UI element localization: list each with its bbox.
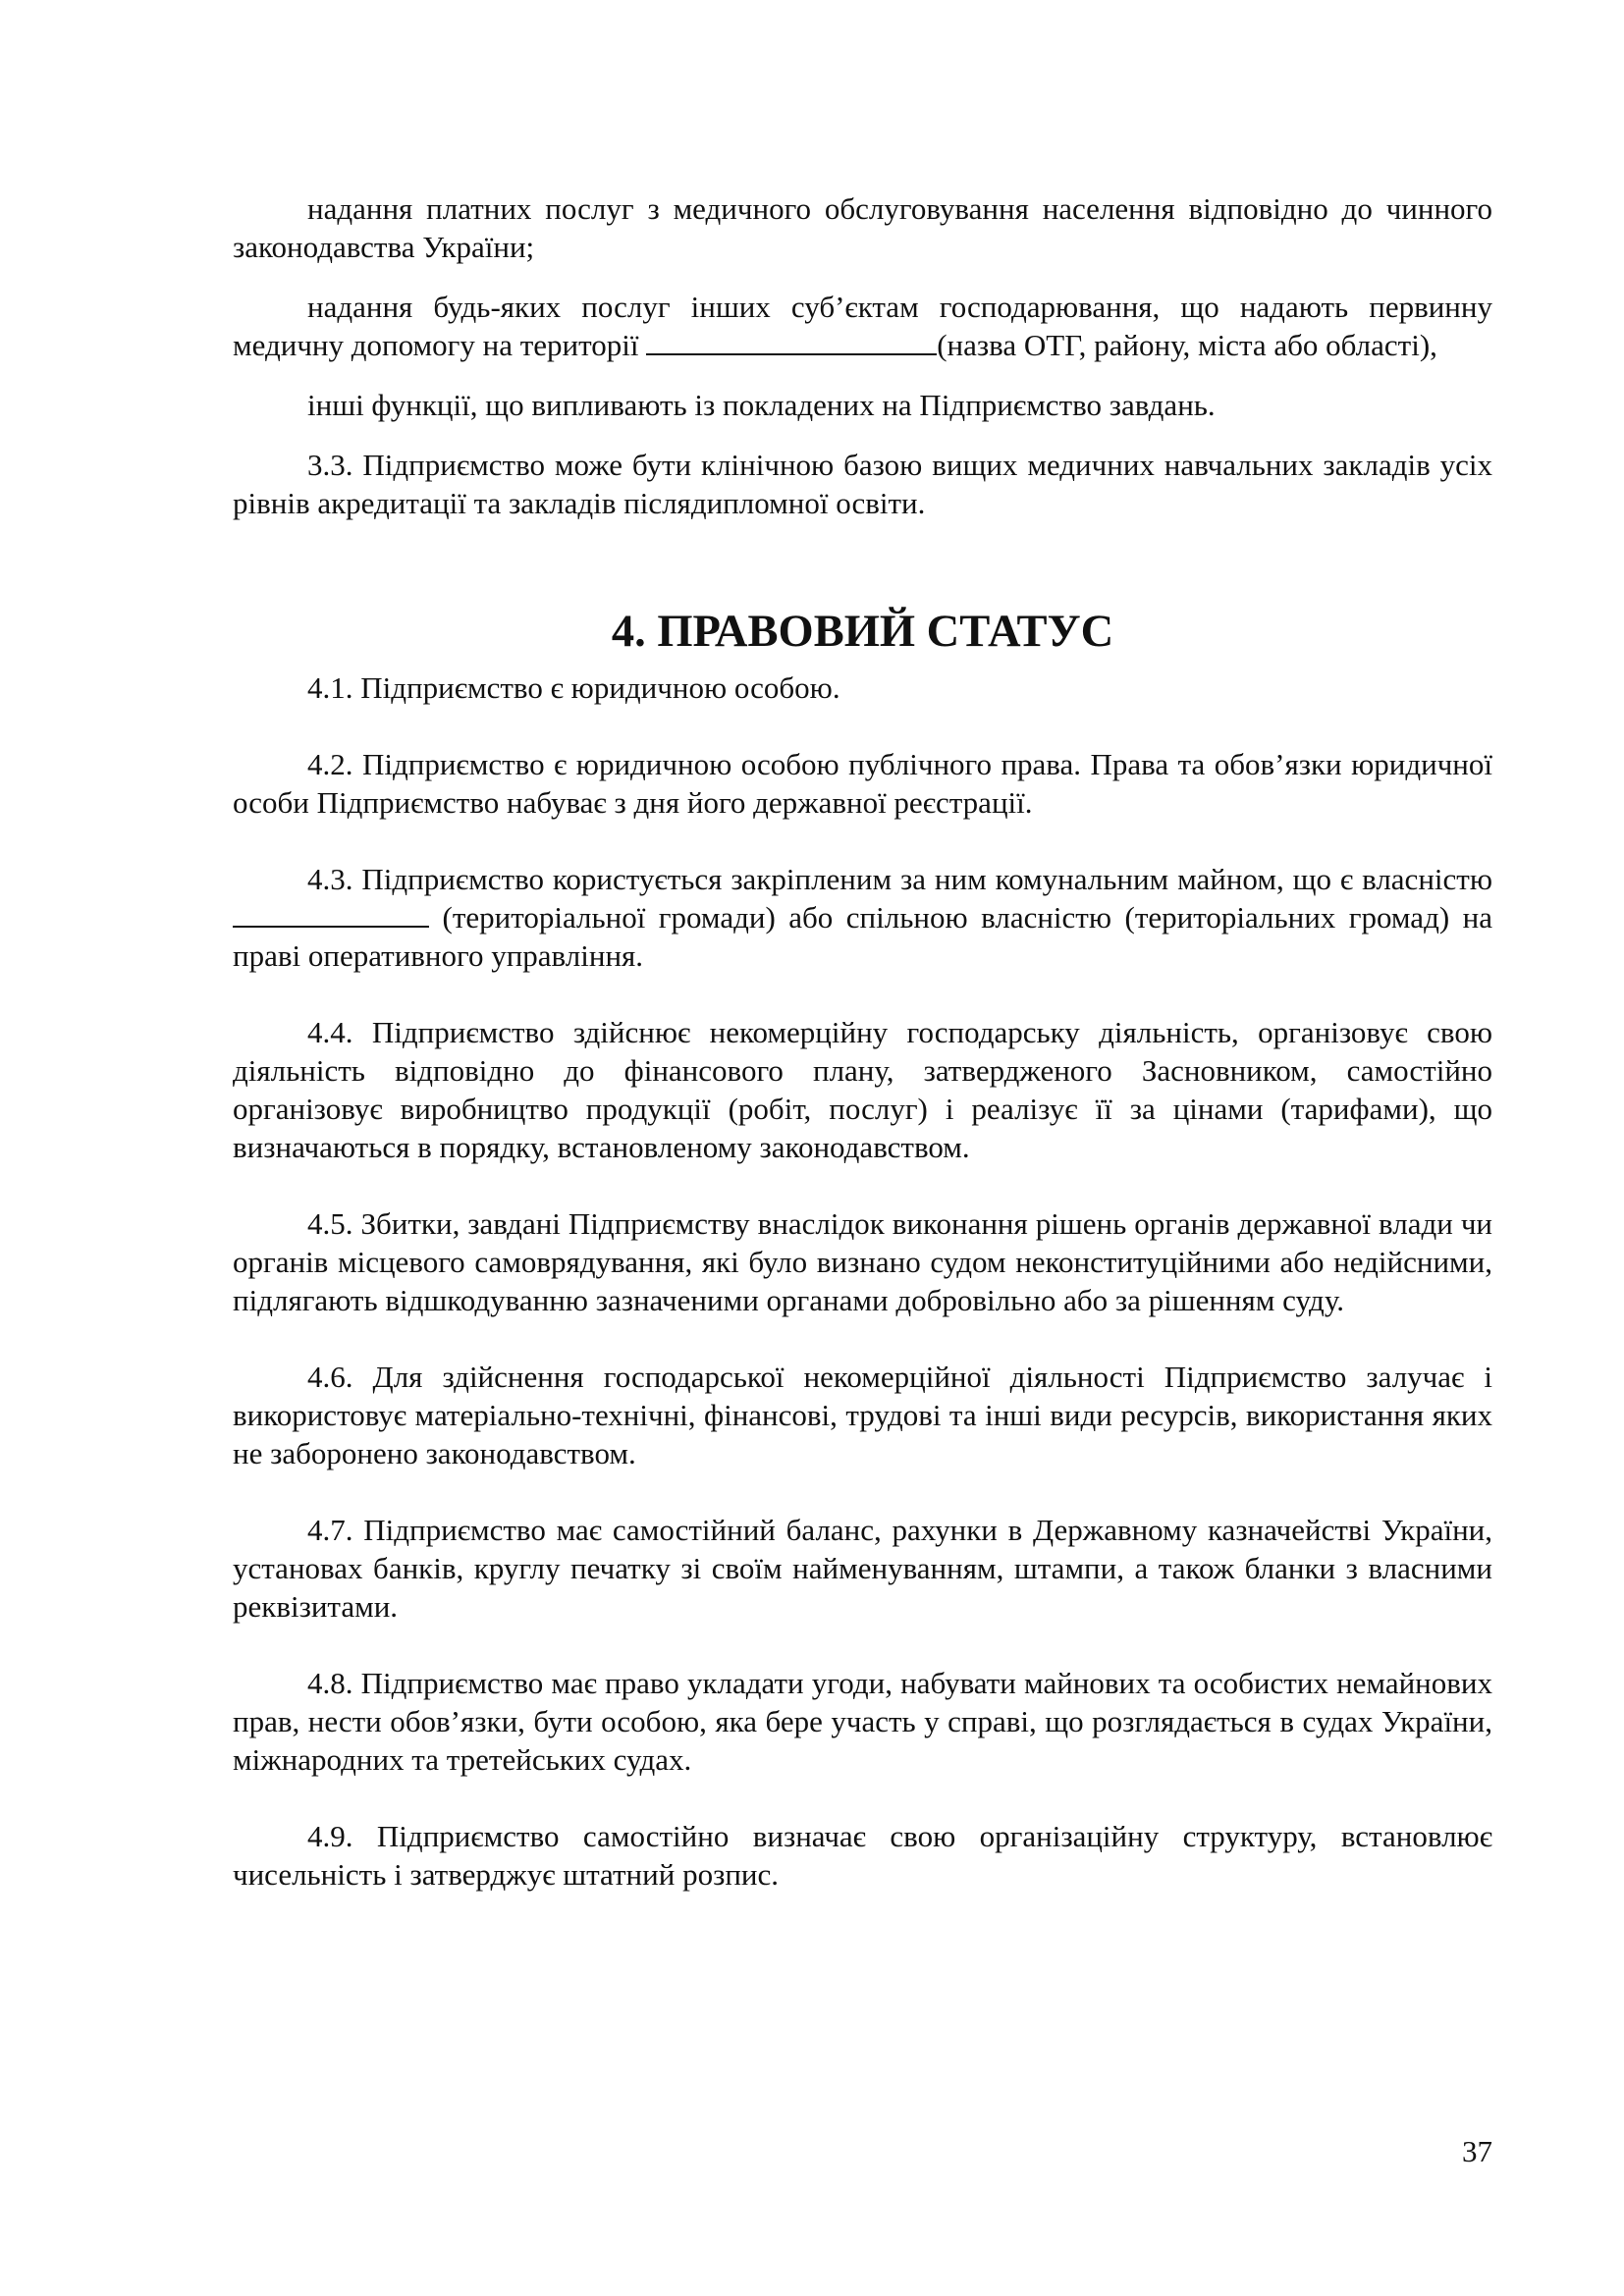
clause-4-9: 4.9. Підприємство самостійно визначає свою організаційну структуру, встановлює чисельність і затверджує штатний розпис. [233, 1819, 1492, 1892]
clause-4-8: 4.8. Підприємство має право укладати угоди, набувати майнових та особистих немайнових прав, нести обов’язки, бути особою, яка бере участь у справі, що розглядається в судах України, міжнародних та третейських судах. [233, 1666, 1492, 1777]
paragraph-other-functions: інші функції, що випливають із покладених на Підприємство завдань. [307, 388, 1216, 422]
clause-4-1: 4.1. Підприємство є юридичною особою. [307, 670, 840, 705]
clause-4-7: 4.7. Підприємство має самостійний баланс, рахунки в Державному казначействі України, установах банків, круглу печатку зі своїм найменуванням, штампи, а також бланки з власними реквізитами. [233, 1513, 1492, 1624]
clause-4-6: 4.6. Для здійснення господарської некомерційної діяльності Підприємство залучає і використовує матеріально-технічні, фінансові, трудові та інші види ресурсів, використання яких не заборонено законодавством. [233, 1360, 1492, 1470]
blank-community-line [233, 898, 429, 928]
section-heading-legal-status: 4. ПРАВОВИЙ СТАТУС [611, 607, 1114, 657]
territory-hint-text: (назва ОТГ, району, міста або області), [937, 328, 1437, 362]
page-number: 37 [1462, 2134, 1492, 2168]
blank-territory-line [646, 326, 937, 355]
clause-4-4: 4.4. Підприємство здійснює некомерційну господарську діяльність, організовує свою діяльність відповідно до фінансового плану, затвердженого Засновником, самостійно організовує виробництво продукції (робіт, послуг) і реалізує її за цінами (тарифами), що визначаються в порядку, встановленому законодавством. [233, 1015, 1492, 1164]
clause-4-3 [233, 860, 1492, 975]
document-body [233, 189, 1492, 1894]
paragraph-services-text: надання будь-яких послуг інших суб’єктам господарювання, що надають первинну медичну допомогу на території [233, 290, 1492, 362]
clause-4-3-text-a: 4.3. Підприємство користується закріпленим за ним комунальним майном, що є власністю [307, 862, 1492, 896]
clause-4-3-text-b: (територіальної громади) або спільною власністю (територіальних громад) на праві оперативного управління. [233, 900, 1493, 973]
clause-4-5: 4.5. Збитки, завдані Підприємству внаслідок виконання рішень органів державної влади чи органів місцевого самоврядування, які було визнано судом неконституційними або недійсними, підлягають відшкодуванню зазначеними органами добровільно або за рішенням суду. [233, 1206, 1492, 1317]
clause-4-2: 4.2. Підприємство є юридичною особою публічного права. Права та обов’язки юридичної особи Підприємство набуває з дня його державної реєстрації. [233, 747, 1492, 820]
paragraph-services-to-entities [233, 288, 1492, 364]
paragraph-paid-services: надання платних послуг з медичного обслуговування населення відповідно до чинного законодавства України; [233, 191, 1492, 264]
paragraph-3-3: 3.3. Підприємство може бути клінічною базою вищих медичних навчальних закладів усіх рівнів акредитації та закладів післядипломної освіти. [233, 448, 1492, 520]
